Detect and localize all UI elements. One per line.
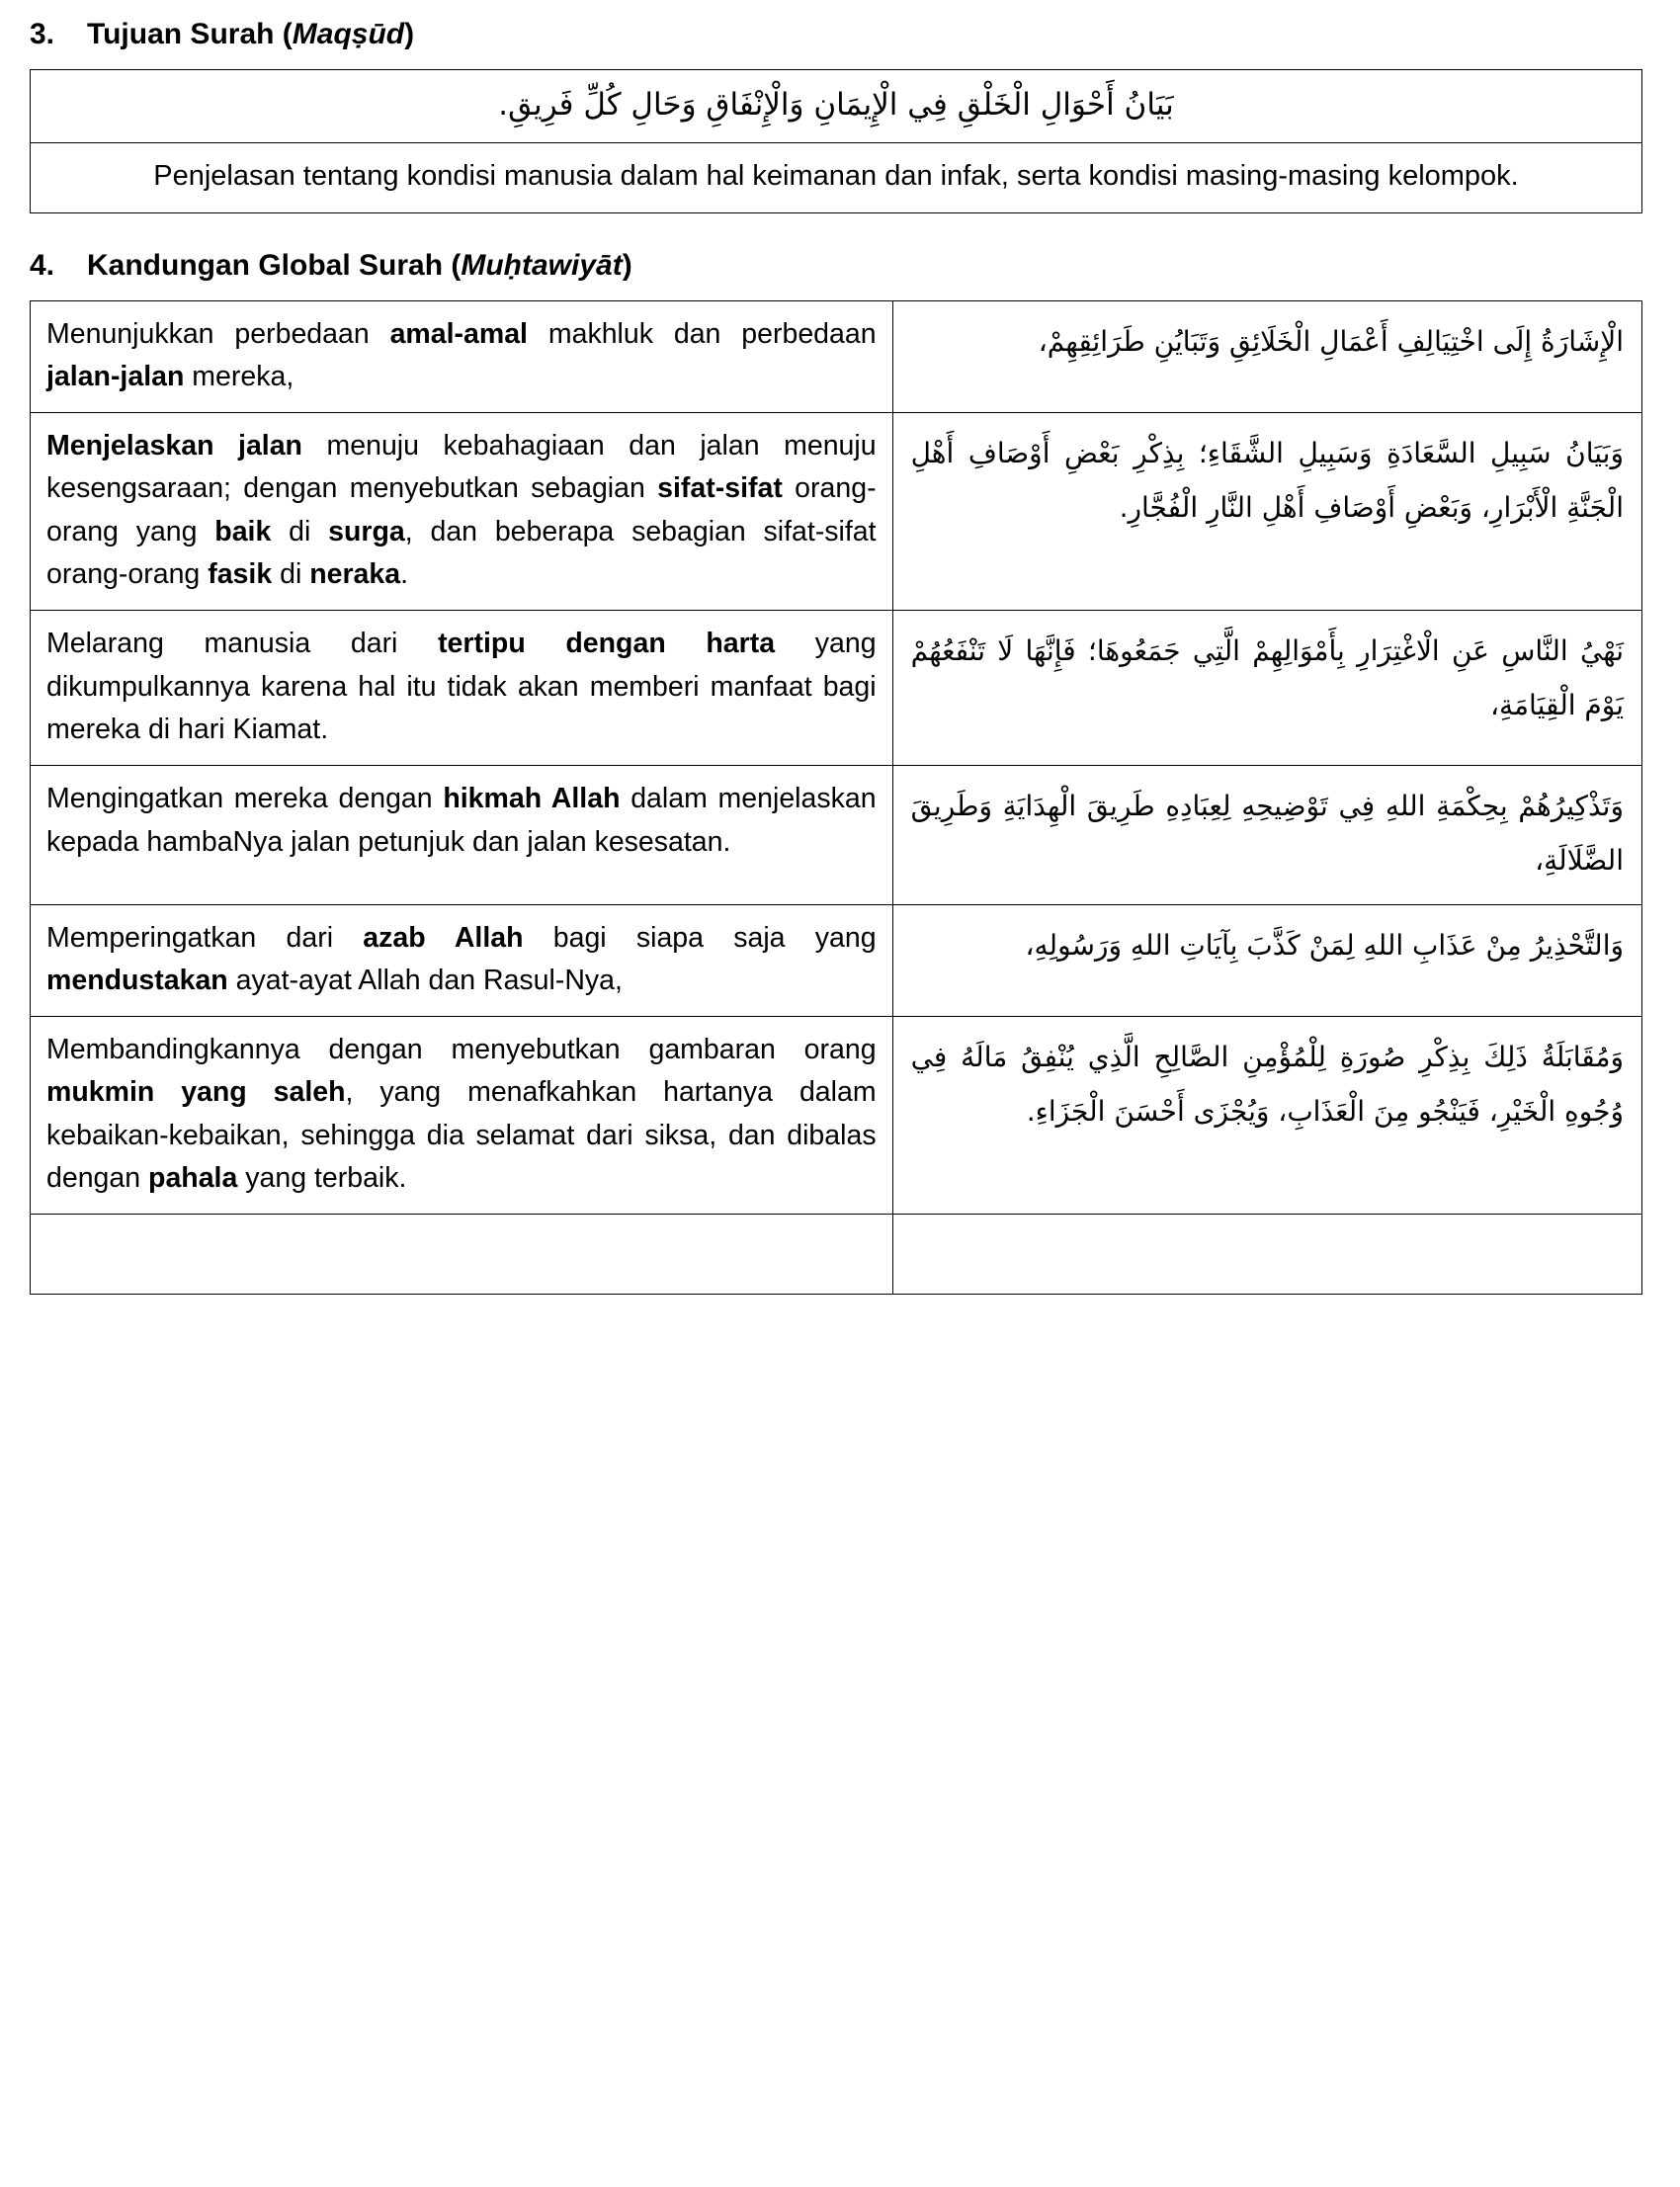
muhtawiyat-arabic-cell: وَتَذْكِيرُهُمْ بِحِكْمَةِ اللهِ فِي تَوْضِيحِهِ لِعِبَادِهِ طَرِيقَ الْهِدَايَةِ وَطَرِيقَ الضَّلَالَةِ،	[892, 766, 1641, 904]
section-heading-muhtawiyat	[30, 249, 1642, 283]
muhtawiyat-arabic-cell: وَبَيَانُ سَبِيلِ السَّعَادَةِ وَسَبِيلِ الشَّقَاءِ؛ بِذِكْرِ بَعْضِ أَوْصَافِ أَهْلِ الْجَنَّةِ الْأَبْرَارِ، وَبَعْضِ أَوْصَافِ أَهْلِ النَّارِ الْفُجَّارِ.	[892, 413, 1641, 611]
maqsud-indonesian-cell: Penjelasan tentang kondisi manusia dalam hal keimanan dan infak, serta kondisi masing-masing kelompok.	[31, 142, 1642, 212]
table-row	[31, 413, 1642, 611]
section-number: 4.	[30, 248, 55, 282]
section-title-plain: Kandungan Global Surah (	[87, 248, 462, 282]
section-number: 3.	[30, 18, 55, 50]
muhtawiyat-indonesian-cell: Menunjukkan perbedaan amal-amal makhluk dan perbedaan jalan-jalan mereka,	[31, 300, 893, 413]
maqsud-arabic-cell: بَيَانُ أَحْوَالِ الْخَلْقِ فِي الْإِيمَانِ وَالْإِنْفَاقِ وَحَالِ كُلِّ فَرِيقِ.	[31, 70, 1642, 143]
table-row	[31, 142, 1642, 212]
table-row	[31, 766, 1642, 904]
muhtawiyat-indonesian-cell: Mengingatkan mereka dengan hikmah Allah dalam menjelaskan kepada hambaNya jalan petunjuk dan jalan kesesatan.	[31, 766, 893, 904]
section-title	[87, 18, 414, 51]
muhtawiyat-indonesian-cell: Membandingkannya dengan menyebutkan gambaran orang mukmin yang saleh, yang menafkahkan hartanya dalam kebaikan-kebaikan, sehingga dia selamat dari siksa, dan dibalas dengan pahala yang terbaik.	[31, 1017, 893, 1215]
muhtawiyat-table-body	[31, 300, 1642, 1295]
muhtawiyat-arabic-cell: نَهْيُ النَّاسِ عَنِ الْاغْتِرَارِ بِأَمْوَالِهِمْ الَّتِي جَمَعُوهَا؛ فَإِنَّهَا لَا تَنْفَعُهُمْ يَوْمَ الْقِيَامَةِ،	[892, 611, 1641, 766]
table-row	[31, 70, 1642, 143]
muhtawiyat-arabic-cell: وَمُقَابَلَةُ ذَلِكَ بِذِكْرِ صُورَةِ لِلْمُؤْمِنِ الصَّالِحِ الَّذِي يُنْفِقُ مَالَهُ فِي وُجُوهِ الْخَيْرِ، فَيَنْجُو مِنَ الْعَذَابِ، وَيُجْزَى أَحْسَنَ الْجَزَاءِ.	[892, 1017, 1641, 1215]
table-row	[31, 300, 1642, 413]
muhtawiyat-indonesian-cell: Melarang manusia dari tertipu dengan harta yang dikumpulkannya karena hal itu tidak akan memberi manfaat bagi mereka di hari Kiamat.	[31, 611, 893, 766]
muhtawiyat-indonesian-cell: Memperingatkan dari azab Allah bagi siapa saja yang mendustakan ayat-ayat Allah dan Rasul-Nya,	[31, 904, 893, 1017]
muhtawiyat-arabic-cell	[892, 1215, 1641, 1295]
section-title-italic: Muḥtawiyāt	[461, 248, 623, 282]
muhtawiyat-indonesian-cell	[31, 1215, 893, 1295]
muhtawiyat-arabic-cell: الْإِشَارَةُ إِلَى اخْتِيَالِفِ أَعْمَالِ الْخَلَائِقِ وَتَبَايُنِ طَرَائِقِهِمْ،	[892, 300, 1641, 413]
section-title-tail: )	[404, 18, 415, 50]
table-row	[31, 1017, 1642, 1215]
table-row	[31, 1215, 1642, 1295]
section-title-italic: Maqṣūd	[292, 18, 405, 50]
table-row	[31, 904, 1642, 1017]
spacer	[30, 213, 1642, 249]
muhtawiyat-arabic-cell: وَالتَّحْذِيرُ مِنْ عَذَابِ اللهِ لِمَنْ كَذَّبَ بِآيَاتِ اللهِ وَرَسُولِهِ،	[892, 904, 1641, 1017]
section-heading-maqsud	[30, 18, 1642, 51]
section-title	[87, 249, 632, 283]
muhtawiyat-table	[30, 300, 1642, 1296]
table-row	[31, 611, 1642, 766]
section-title-tail: )	[622, 248, 632, 282]
section-title-plain: Tujuan Surah (	[87, 18, 293, 50]
muhtawiyat-indonesian-cell: Menjelaskan jalan menuju kebahagiaan dan jalan menuju kesengsaraan; dengan menyebutkan sebagian sifat-sifat orang-orang yang baik di surga, dan beberapa sebagian sifat-sifat orang-orang fasik di neraka.	[31, 413, 893, 611]
maqsud-table	[30, 69, 1642, 213]
